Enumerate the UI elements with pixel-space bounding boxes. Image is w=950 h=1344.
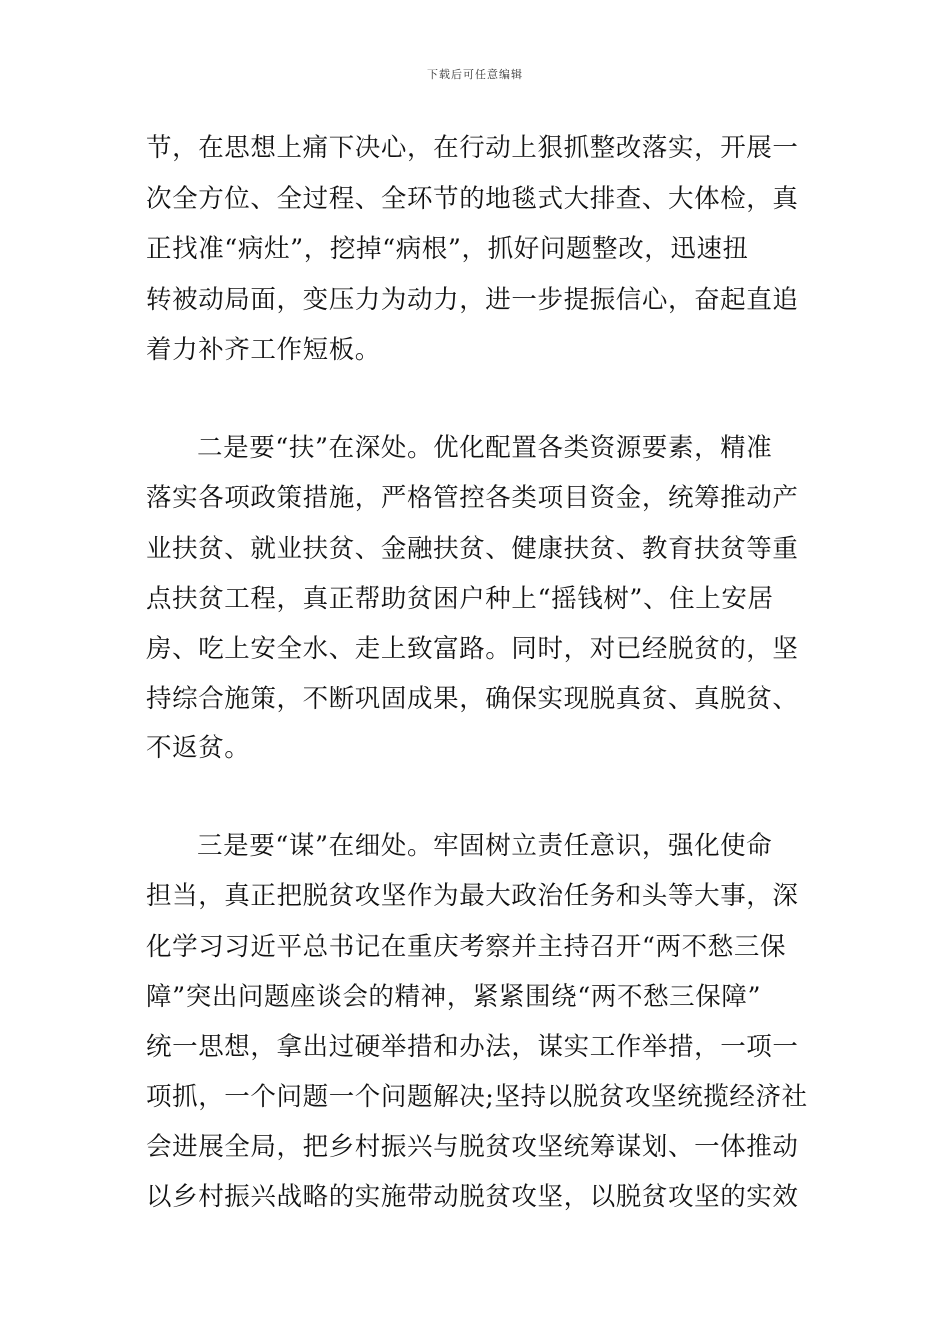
paragraph-3-line-5: 统一思想，拿出过硬举措和办法，谋实工作举措，一项一	[146, 1032, 799, 1062]
paragraph-1-line-5: 着力补齐工作短板。	[146, 335, 381, 365]
paragraph-3-line-2: 担当，真正把脱贫攻坚作为最大政治任务和头等大事，深	[146, 881, 799, 911]
paragraph-1-line-3: 正找准“病灶”，挖掉“病根”，抓好问题整改，迅速扭	[146, 234, 749, 264]
paragraph-3-line-7: 会进展全局，把乡村振兴与脱贫攻坚统筹谋划、一体推动	[146, 1132, 799, 1162]
paragraph-1-line-2: 次全方位、全过程、全环节的地毯式大排查、大体检，真	[146, 184, 799, 214]
paragraph-1-line-4: 转被动局面，变压力为动力，进一步提振信心，奋起直追	[146, 285, 799, 315]
paragraph-3-line-4: 障”突出问题座谈会的精神，紧紧围绕“两不愁三保障”	[146, 982, 762, 1012]
paragraph-2-line-2: 落实各项政策措施，严格管控各类项目资金，统筹推动产	[146, 483, 799, 513]
paragraph-2-line-5: 房、吃上安全水、走上致富路。同时，对已经脱贫的，坚	[146, 634, 799, 664]
page-header: 下载后可任意编辑	[427, 68, 523, 81]
paragraph-1-line-1: 节，在思想上痛下决心，在行动上狠抓整改落实，开展一	[146, 133, 799, 163]
paragraph-2-line-3: 业扶贫、就业扶贫、金融扶贫、健康扶贫、教育扶贫等重	[146, 534, 799, 564]
paragraph-3-line-6: 项抓，一个问题一个问题解决;坚持以脱贫攻坚统揽经济社	[146, 1082, 808, 1112]
paragraph-2-line-7: 不返贫。	[146, 733, 251, 763]
paragraph-2-line-1: 二是要“扶”在深处。优化配置各类资源要素，精准	[197, 433, 773, 463]
paragraph-2-line-6: 持综合施策，不断巩固成果，确保实现脱真贫、真脱贫、	[146, 684, 799, 714]
paragraph-3-line-1: 三是要“谋”在细处。牢固树立责任意识，强化使命	[197, 831, 773, 861]
paragraph-3-line-3: 化学习习近平总书记在重庆考察并主持召开“两不愁三保	[146, 932, 787, 962]
paragraph-3-line-8: 以乡村振兴战略的实施带动脱贫攻坚，以脱贫攻坚的实效	[146, 1182, 799, 1212]
paragraph-2-line-4: 点扶贫工程，真正帮助贫困户种上“摇钱树”、住上安居	[146, 584, 774, 614]
